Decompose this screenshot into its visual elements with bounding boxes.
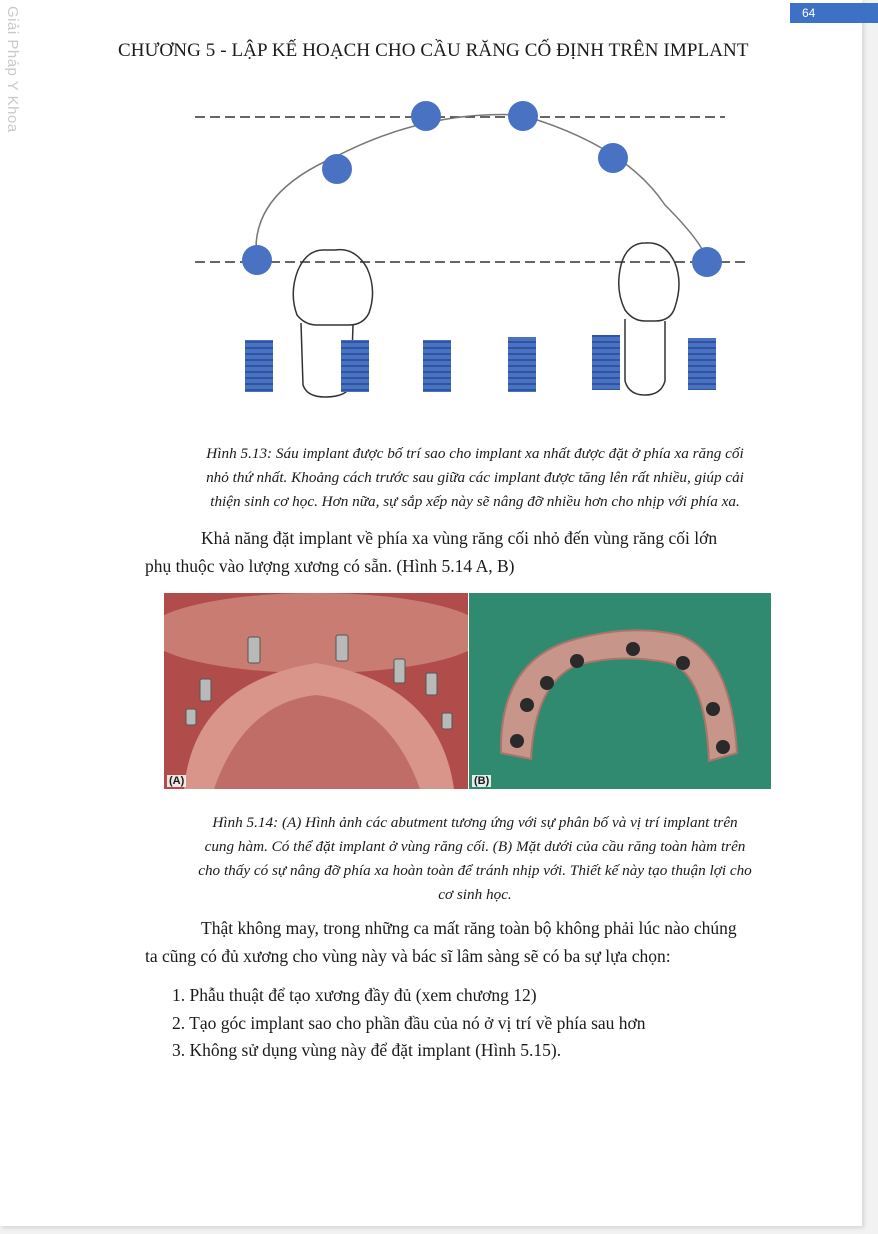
figure-514-caption	[145, 811, 805, 907]
implant-arch-diagram	[185, 85, 745, 425]
implant-fixture	[423, 340, 451, 392]
implant-fixture	[688, 338, 716, 390]
caption-line: cung hàm. Có thể đặt implant ở vùng răng cối. (B) Mặt dưới của cầu răng toàn hàm trên	[204, 838, 746, 855]
paragraph-line: Thật không may, trong những ca mất răng toàn bộ không phải lúc nào chúng	[201, 918, 737, 938]
options-list	[172, 982, 792, 1065]
figure-514a-label: (A)	[169, 775, 185, 787]
list-item: 2. Tạo góc implant sao cho phần đầu của nó ở vị trí về phía sau hơn	[172, 1012, 646, 1033]
implant-position-dot	[508, 101, 538, 131]
implant-position-dot	[411, 101, 441, 131]
watermark-text: Giải Pháp Y Khoa	[4, 6, 21, 133]
caption-line: cơ sinh học.	[438, 886, 512, 903]
abutments-arch-image	[164, 593, 468, 789]
implant-position-dot	[692, 247, 722, 277]
dental-arch-curve	[256, 115, 707, 262]
caption-line: thiện sinh cơ học. Hơn nữa, sự sắp xếp này sẽ nâng đỡ nhiều hơn cho nhịp với phía xa.	[210, 493, 740, 510]
figure-513-caption	[150, 442, 800, 514]
implant-fixture	[508, 337, 536, 392]
page-number-badge	[790, 3, 878, 23]
watermark-sidebar	[0, 0, 30, 160]
page-number: 64	[802, 6, 816, 20]
paragraph-bone-availability	[145, 524, 795, 580]
figure-514a-photo	[164, 593, 468, 789]
paragraph-options-intro	[145, 914, 805, 970]
paragraph-line: phụ thuộc vào lượng xương có sẵn. (Hình 5.14 A, B)	[145, 556, 515, 576]
caption-line: Hình 5.13: Sáu implant được bố trí sao cho implant xa nhất được đặt ở phía xa răng cối	[206, 445, 744, 462]
paragraph-line: ta cũng có đủ xương cho vùng này và bác sĩ lâm sàng sẽ có ba sự lựa chọn:	[145, 946, 671, 966]
right-premolar-outline	[619, 243, 679, 395]
page-header	[0, 36, 878, 66]
figure-514b-photo	[469, 593, 771, 789]
caption-line: cho thấy có sự nâng đỡ phía xa hoàn toàn để tránh nhịp với. Thiết kế này tạo thuận lợi cho	[198, 862, 752, 879]
implant-fixture	[245, 340, 273, 392]
implant-position-dot	[322, 154, 352, 184]
list-item: 3. Không sử dụng vùng này để đặt implant (Hình 5.15).	[172, 1040, 562, 1060]
caption-line: nhỏ thứ nhất. Khoảng cách trước sau giữa các implant được tăng lên rất nhiều, giúp cải	[206, 469, 744, 486]
implant-fixture	[341, 340, 369, 392]
list-item: 1. Phẫu thuật để tạo xương đầy đủ (xem chương 12)	[172, 985, 537, 1005]
implant-position-dot	[242, 245, 272, 275]
caption-line: Hình 5.14: (A) Hình ảnh các abutment tương ứng với sự phân bố và vị trí implant trên	[212, 814, 738, 831]
bridge-underside-image	[469, 593, 771, 789]
implant-position-dot	[598, 143, 628, 173]
chapter-title: CHƯƠNG 5 - LẬP KẾ HOẠCH CHO CẦU RĂNG CỐ ĐỊNH TRÊN IMPLANT	[118, 40, 749, 61]
paragraph-line: Khả năng đặt implant về phía xa vùng răng cối nhỏ đến vùng răng cối lớn	[201, 528, 718, 548]
implant-fixture	[592, 335, 620, 390]
figure-514b-label: (B)	[474, 775, 490, 787]
